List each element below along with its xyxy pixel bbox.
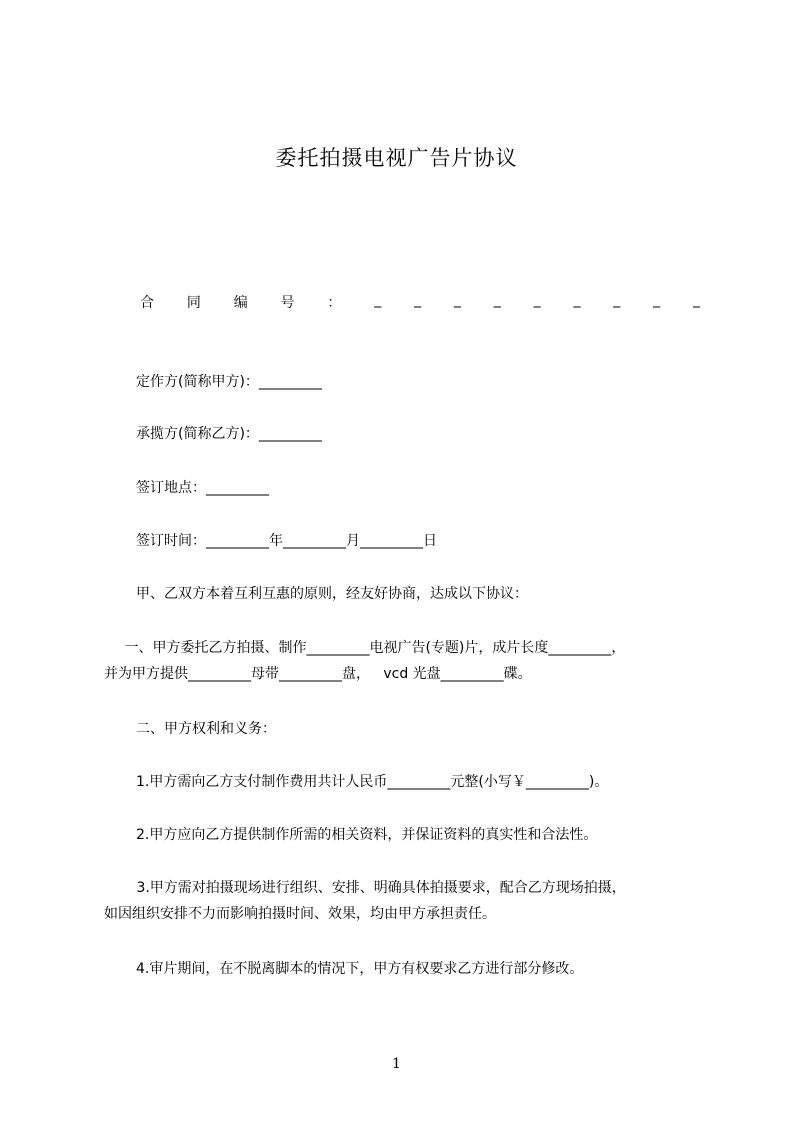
contract-number-blank: _ xyxy=(453,292,461,308)
intro-paragraph: 甲、乙双方本着互利互惠的原则，经友好协商，达成以下协议： xyxy=(136,586,528,602)
article-1-line-1: 一、甲方委托乙方拍摄、制作_________电视广告(专题)片，成片长度_________， xyxy=(120,640,626,656)
signing-time-line: 签订时间：_________年_________月_________日 xyxy=(136,533,437,549)
contract-number-blank: _ xyxy=(613,292,621,308)
article-2-item-3-line-2: 如因组织安排不力而影响拍摄时间、效果，均由甲方承担责任。 xyxy=(104,906,496,922)
page-number: 1 xyxy=(392,1056,401,1072)
contract-number-char: 同 xyxy=(186,295,201,311)
article-2-heading: 二、甲方权利和义务： xyxy=(136,721,276,737)
article-2-item-4: 4.审片期间，在不脱离脚本的情况下，甲方有权要求乙方进行部分修改。 xyxy=(136,961,584,977)
contract-number-char: 合 xyxy=(140,295,154,311)
signing-place-line: 签订地点：_________ xyxy=(136,480,269,496)
contract-number-line xyxy=(140,292,700,312)
contract-number-blank: _ xyxy=(573,292,581,308)
contract-number-blank: _ xyxy=(493,292,501,308)
contract-number-char: 号 xyxy=(280,295,295,311)
document-title: 委托拍摄电视广告片协议 xyxy=(275,146,518,170)
contract-number-char: 编 xyxy=(233,295,248,311)
article-2-item-3-line-1: 3.甲方需对拍摄现场进行组织、安排、明确具体拍摄要求，配合乙方现场拍摄， xyxy=(132,880,626,896)
contract-number-colon: ： xyxy=(327,295,342,311)
contract-number-blank: _ xyxy=(533,292,541,308)
article-2-item-1: 1.甲方需向乙方支付制作费用共计人民币_________元整(小写￥_________)。 xyxy=(136,774,609,790)
contract-number-blank: _ xyxy=(653,292,661,308)
contract-number-blank: _ xyxy=(692,292,700,308)
party-b-line: 承揽方(简称乙方)：_________ xyxy=(136,426,322,442)
article-2-item-2: 2.甲方应向乙方提供制作所需的相关资料，并保证资料的真实性和合法性。 xyxy=(136,827,598,843)
party-a-line: 定作方(简称甲方)：_________ xyxy=(136,374,322,390)
contract-number-blank: _ xyxy=(374,292,382,308)
contract-number-blank: _ xyxy=(414,292,422,308)
article-1-line-2: 并为甲方提供_________母带_________盘， vcd 光盘_________碟。 xyxy=(104,666,532,682)
